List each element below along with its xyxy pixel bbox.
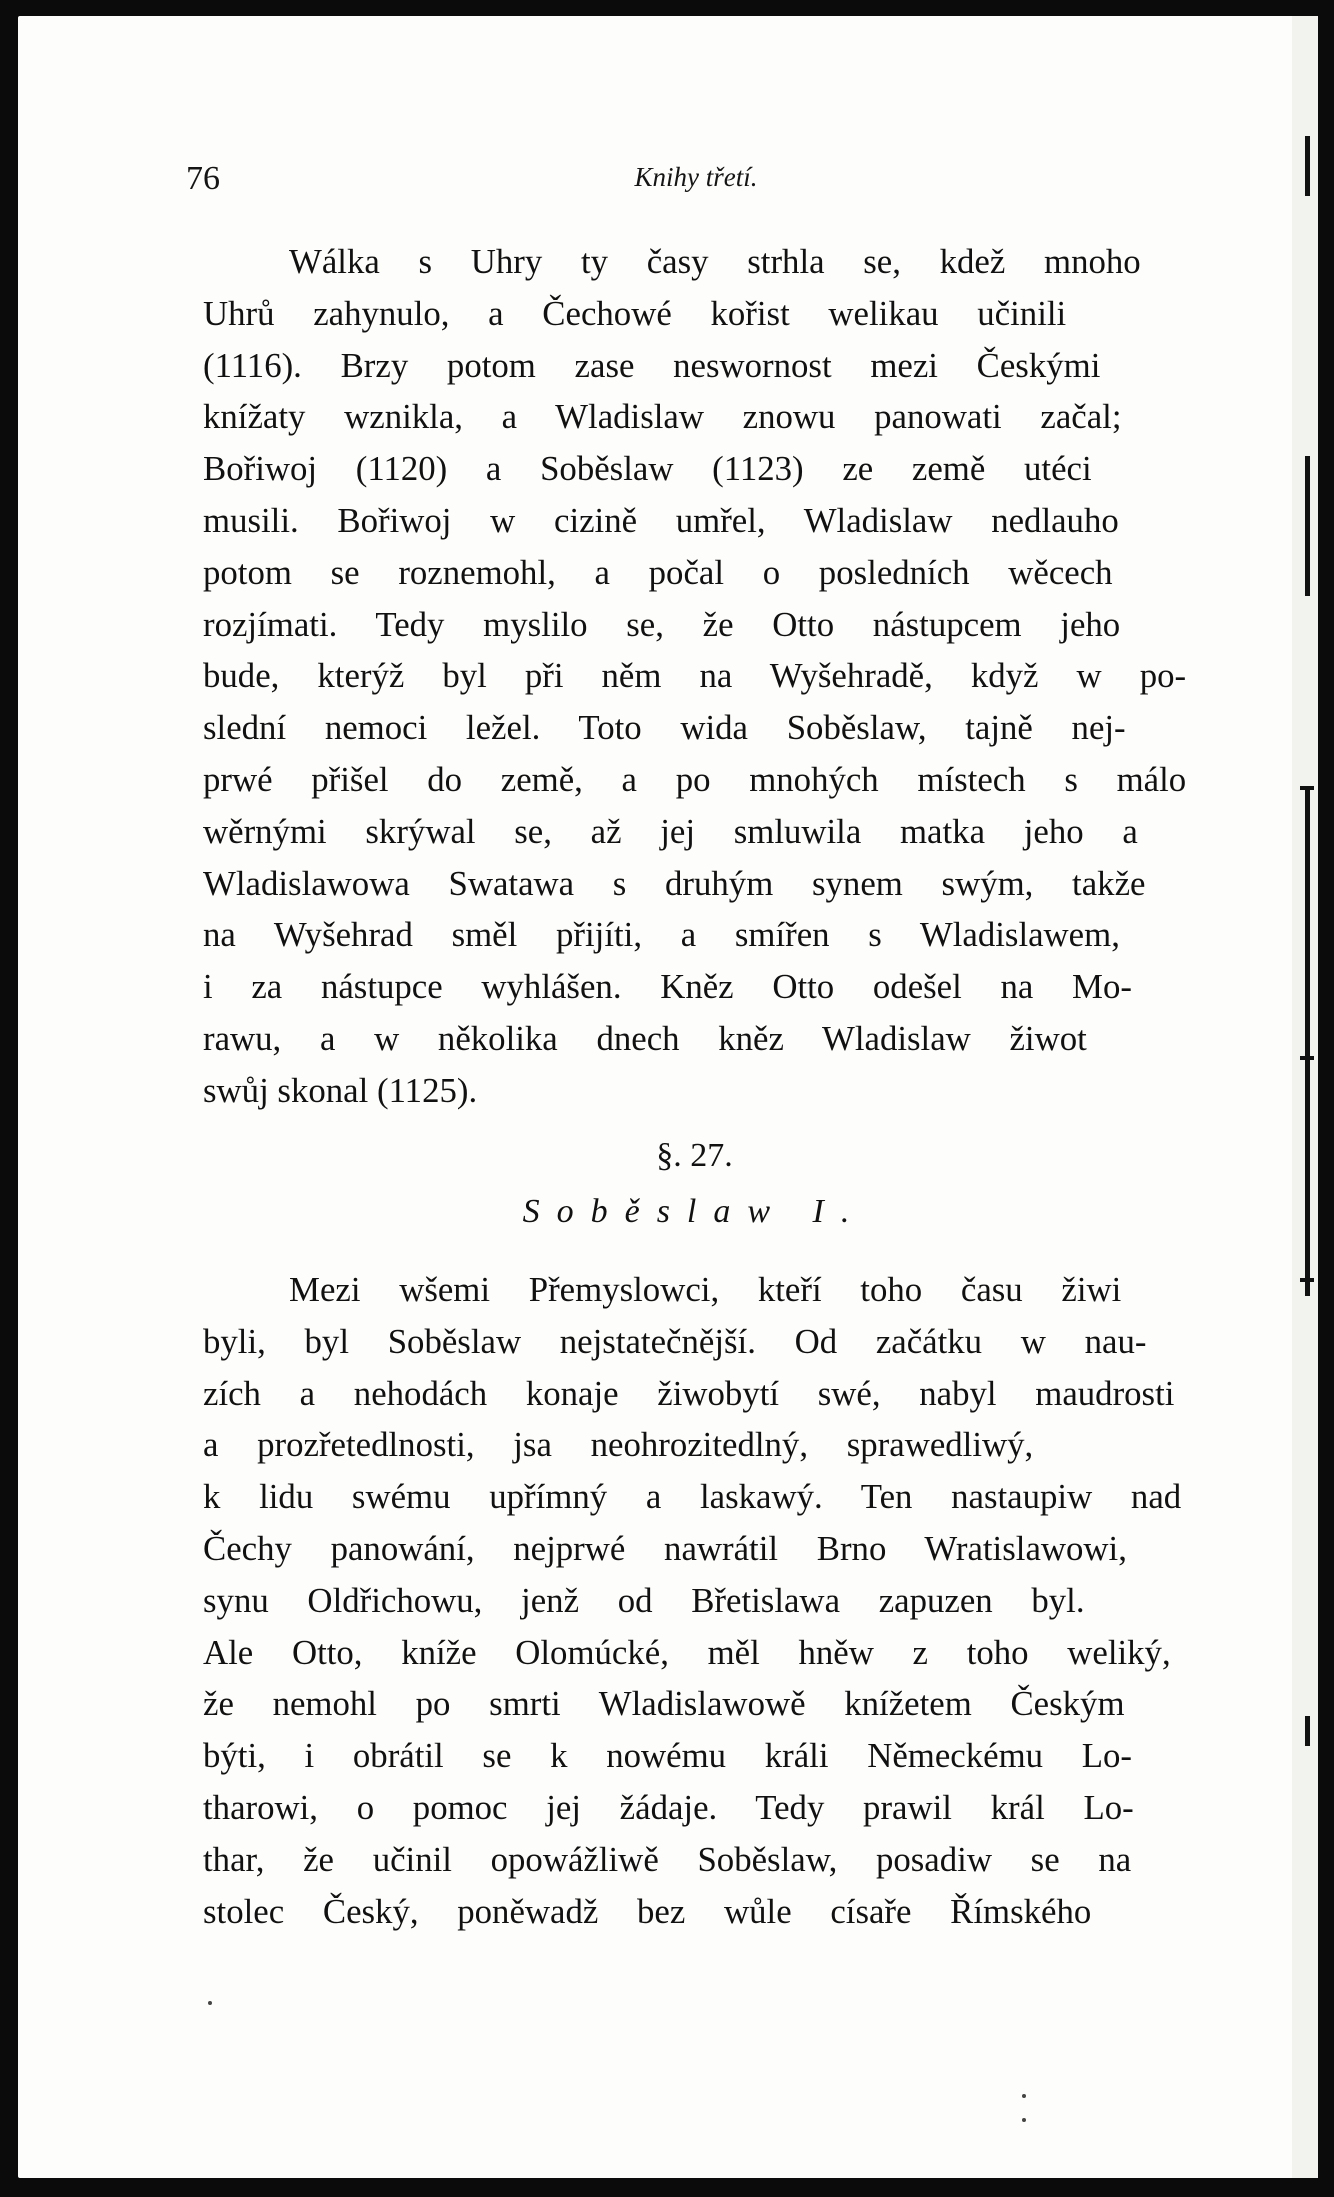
- text-line: Čechy panowání, nejprwé nawrátil Brno Wratislawowi,: [203, 1528, 1127, 1568]
- running-head: [186, 160, 1206, 200]
- gutter-line: [1305, 786, 1310, 1296]
- paper-speck: [1022, 2118, 1026, 2122]
- text-line: rawu, a w několika dnech kněz Wladislaw žiwot: [203, 1018, 1087, 1058]
- text-line: a prozřetedlnosti, jsa neohrozitedlný, sprawedliwý,: [203, 1425, 1034, 1465]
- text-line: Wálka s Uhry ty časy strhla se, kdež mnoho: [289, 242, 1141, 281]
- text-line: rozjímati. Tedy myslilo se, že Otto nástupcem jeho: [203, 604, 1121, 644]
- page-gutter: [1292, 16, 1318, 2178]
- text-line: tharowi, o pomoc jej žádaje. Tedy prawil král Lo-: [203, 1787, 1134, 1827]
- text-line: Bořiwoj (1120) a Soběslaw (1123) ze země utéci: [203, 449, 1092, 489]
- gutter-line: [1305, 136, 1310, 196]
- text-line: thar, že učinil opowážliwě Soběslaw, posadiw se na: [203, 1839, 1132, 1879]
- text-line: zích a nehodách konaje žiwobytí swé, nabyl maudrosti: [203, 1373, 1175, 1413]
- gutter-line: [1305, 1716, 1310, 1746]
- text-line: i za nástupce wyhlášen. Kněz Otto odešel na Mo-: [203, 967, 1132, 1007]
- text-line: Ale Otto, kníže Olomúcké, měl hněw z toho weliký,: [203, 1632, 1171, 1672]
- text-line: potom se roznemohl, a počal o posledních wěcech: [203, 552, 1113, 592]
- text-line: bude, kterýž byl při něm na Wyšehradě, když w po-: [203, 656, 1187, 696]
- text-line: na Wyšehrad směl přijíti, a smířen s Wladislawem,: [203, 915, 1120, 955]
- text-line: swůj skonal (1125).: [203, 1070, 478, 1110]
- gutter-mark: [1300, 1056, 1314, 1060]
- text-line: stolec Český, poněwadž bez wůle císaře Římského: [203, 1891, 1092, 1931]
- paper-speck: [208, 2001, 212, 2005]
- paragraph-1: [203, 236, 1186, 1117]
- gutter-line: [1305, 456, 1310, 596]
- text-line: prwé přišel do země, a po mnohých místech s málo: [203, 759, 1187, 799]
- running-title: Knihy třetí.: [634, 162, 758, 192]
- section-number: §. 27.: [656, 1137, 733, 1174]
- page-number: 76: [186, 160, 220, 197]
- text-line: knížaty wznikla, a Wladislaw znowu panowati začal;: [203, 397, 1122, 437]
- paper-speck: [1022, 2094, 1026, 2098]
- gutter-mark: [1300, 1278, 1314, 1282]
- text-line: wěrnými skrýwal se, až jej smluwila matka jeho a: [203, 811, 1138, 851]
- text-line: Wladislawowa Swatawa s druhým synem swým, takže: [203, 863, 1146, 903]
- text-line: býti, i obrátil se k nowému králi Německému Lo-: [203, 1736, 1132, 1776]
- text-line: (1116). Brzy potom zase neswornost mezi Českými: [203, 345, 1101, 385]
- text-line: že nemohl po smrti Wladislawowě knížetem Českým: [203, 1684, 1125, 1724]
- text-line: synu Oldřichowu, jenž od Břetislawa zapuzen byl.: [203, 1580, 1085, 1620]
- paragraph-2: [203, 1264, 1186, 1937]
- text-line: byli, byl Soběslaw nejstatečnější. Od začátku w nau-: [203, 1321, 1147, 1361]
- gutter-mark: [1300, 786, 1314, 790]
- text-line: slední nemoci ležel. Toto wida Soběslaw, tajně nej-: [203, 708, 1126, 748]
- text-line: Uhrů zahynulo, a Čechowé kořist welikau učinili: [203, 293, 1067, 333]
- section-title: Soběslaw I.: [522, 1193, 867, 1230]
- text-line: k lidu swému upřímný a laskawý. Ten nastaupiw nad: [203, 1477, 1182, 1517]
- text-line: Mezi wšemi Přemyslowci, kteří toho času žiwi: [289, 1270, 1122, 1309]
- text-line: musili. Bořiwoj w cizině umřel, Wladislaw nedlauho: [203, 500, 1119, 540]
